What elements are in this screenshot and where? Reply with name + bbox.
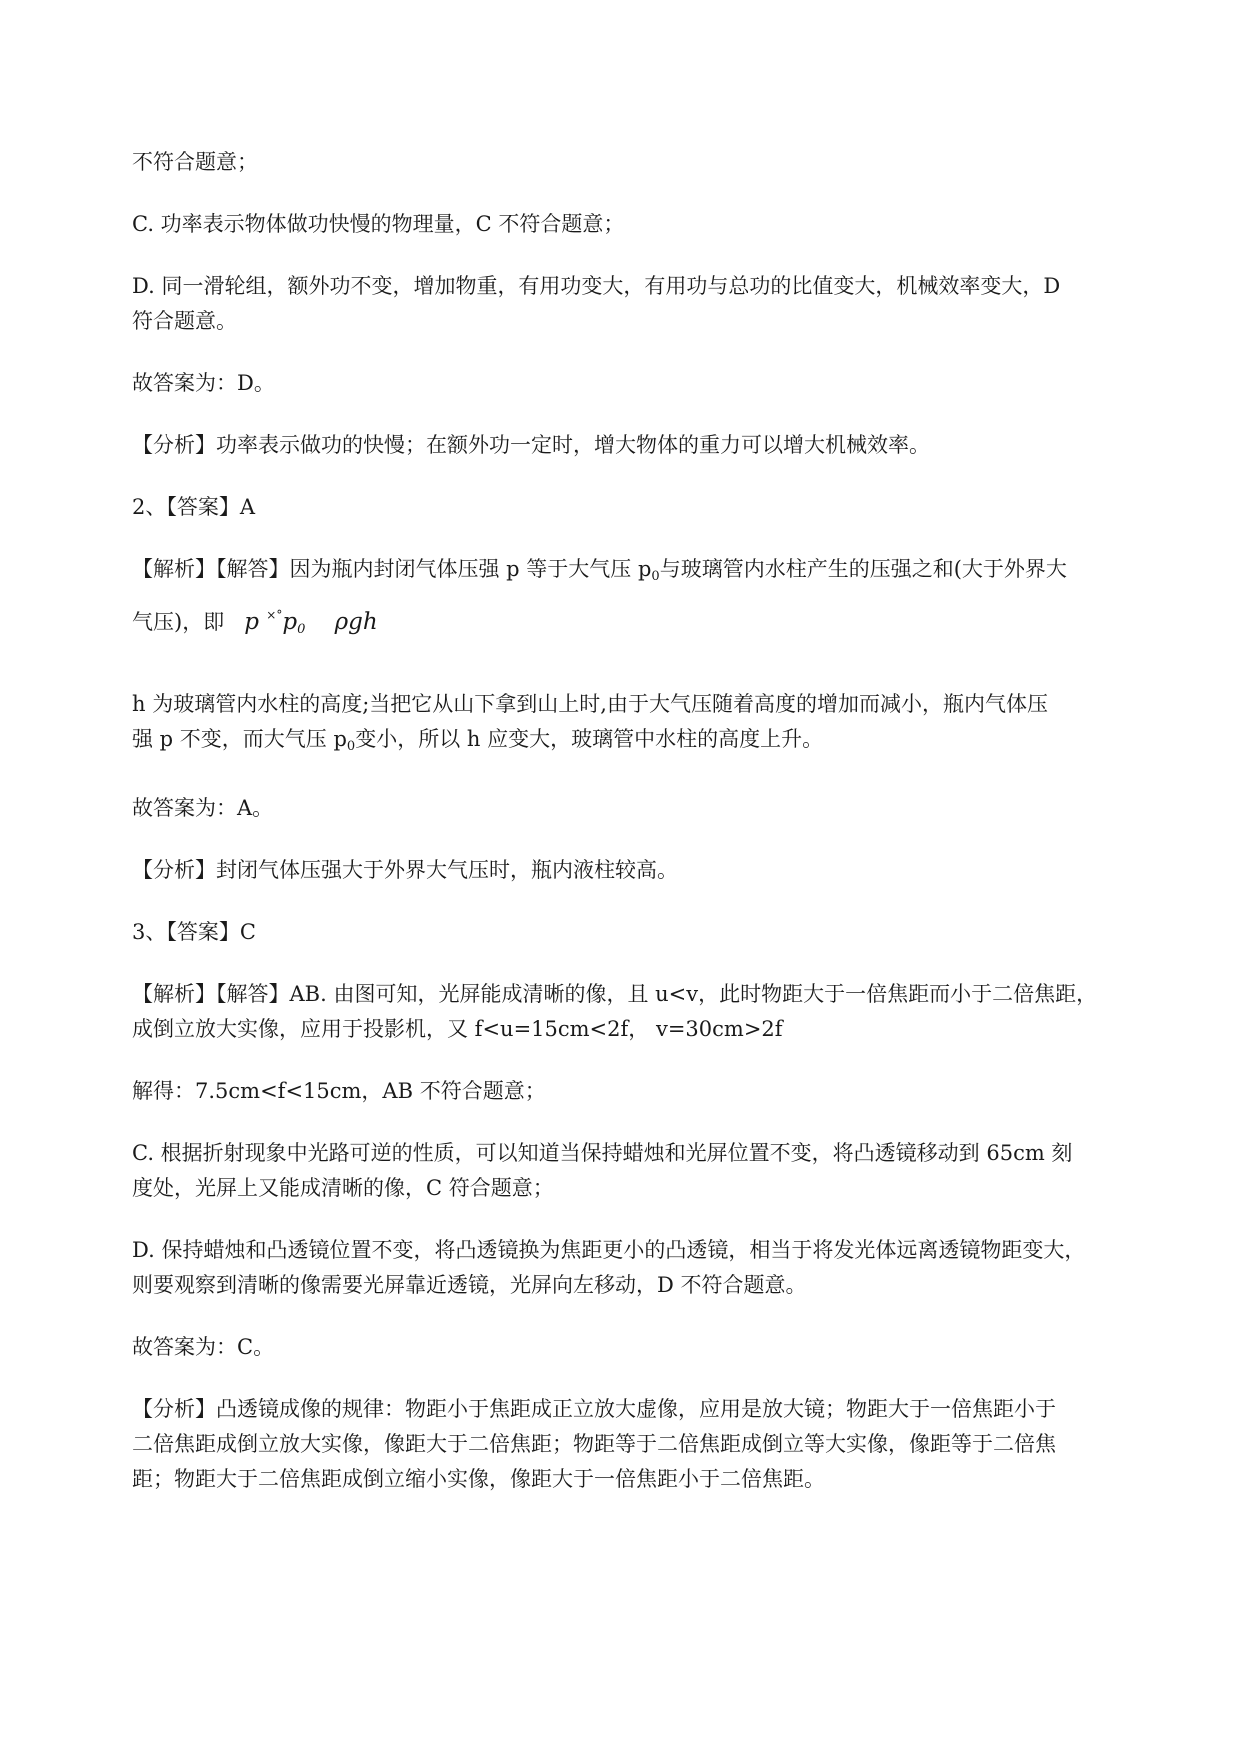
paragraph: [132, 1233, 1160, 1303]
text-fragment: 【解析】【解答】因为瓶内封闭气体压强 p 等于大气压 p: [132, 557, 652, 581]
text-fragment: 变小，所以 h 应变大，玻璃管中水柱的高度上升。: [355, 727, 824, 751]
formula: [244, 609, 377, 635]
paragraph: [132, 490, 1160, 525]
paragraph: [132, 207, 1160, 242]
paragraph: [132, 366, 1160, 401]
text-line: 【分析】功率表示做功的快慢；在额外功一定时，增大物体的重力可以增大机械效率。: [132, 433, 930, 457]
paragraph: [132, 269, 1160, 339]
subscript: 0: [651, 569, 660, 584]
paragraph: [132, 145, 1160, 180]
text-line: 3、【答案】C: [132, 920, 256, 944]
paragraph: [132, 977, 1160, 1047]
text-line: D. 保持蜡烛和凸透镜位置不变，将凸透镜换为焦距更小的凸透镜，相当于将发光体远离透镜物距变大，: [132, 1238, 1086, 1262]
formula-p: p: [244, 609, 259, 635]
text-line: [132, 552, 1160, 594]
paragraph: [132, 915, 1160, 950]
text-line: 则要观察到清晰的像需要光屏靠近透镜，光屏向左移动，D 不符合题意。: [132, 1273, 807, 1297]
text-line: 【分析】封闭气体压强大于外界大气压时，瓶内液柱较高。: [132, 858, 678, 882]
text-line: 度处，光屏上又能成清晰的像，C 符合题意；: [132, 1176, 554, 1200]
text-line: C. 功率表示物体做功快慢的物理量，C 不符合题意；: [132, 212, 625, 236]
text-fragment: 与玻璃管内水柱产生的压强之和(大于外界大: [659, 557, 1067, 581]
subscript: 0: [297, 622, 306, 637]
text-line: 距；物距大于二倍焦距成倒立缩小实像，像距大于一倍焦距小于二倍焦距。: [132, 1467, 825, 1491]
paragraph: [132, 1392, 1160, 1497]
document-page: [132, 145, 1160, 1524]
paragraph: [132, 1330, 1160, 1365]
text-line: 不符合题意；: [132, 150, 258, 174]
text-line: 【解析】【解答】AB. 由图可知，光屏能成清晰的像，且 u<v，此时物距大于一倍焦距而小于二倍焦距，: [132, 982, 1098, 1006]
text-line: 2、【答案】A: [132, 495, 256, 519]
text-line: 故答案为：C。: [132, 1335, 275, 1359]
paragraph: [132, 1136, 1160, 1206]
paragraph: [132, 1074, 1160, 1109]
text-fragment: 强 p 不变，而大气压 p: [132, 727, 347, 751]
text-line: 成倒立放大实像，应用于投影机，又 f<u=15cm<2f， v=30cm>2f: [132, 1017, 783, 1041]
text-line: 【分析】凸透镜成像的规律：物距小于焦距成正立放大虚像，应用是放大镜；物距大于一倍焦距小于: [132, 1397, 1056, 1421]
paragraph: [132, 791, 1160, 826]
text-fragment: 气压)，即: [132, 610, 225, 634]
text-line: 二倍焦距成倒立放大实像，像距大于二倍焦距；物距等于二倍焦距成倒立等大实像，像距等于二倍焦: [132, 1432, 1056, 1456]
subscript: 0: [346, 739, 356, 754]
text-line: 符合题意。: [132, 309, 237, 333]
paragraph: [132, 428, 1160, 463]
formula-p0: p: [282, 609, 298, 635]
formula-rgh: ρgh: [334, 609, 378, 635]
text-line: [132, 598, 1160, 647]
paragraph: [132, 853, 1160, 888]
text-line: 故答案为：D。: [132, 371, 275, 395]
text-line: 解得：7.5cm<f<15cm，AB 不符合题意；: [132, 1079, 546, 1103]
text-line: 故答案为：A。: [132, 796, 274, 820]
text-line: D. 同一滑轮组，额外功不变，增加物重，有用功变大，有用功与总功的比值变大，机械效率变大，D: [132, 274, 1061, 298]
formula-mark: ×°: [266, 608, 283, 622]
q2-explain-paragraph: [132, 687, 1160, 764]
text-line: h 为玻璃管内水柱的高度;当把它从山下拿到山上时,由于大气压随着高度的增加而减小，瓶内气体压: [132, 692, 1048, 716]
text-line: C. 根据折射现象中光路可逆的性质，可以知道当保持蜡烛和光屏位置不变，将凸透镜移动到 65cm 刻: [132, 1141, 1073, 1165]
text-line: [132, 722, 1160, 764]
q2-analysis-paragraph: [132, 552, 1160, 647]
